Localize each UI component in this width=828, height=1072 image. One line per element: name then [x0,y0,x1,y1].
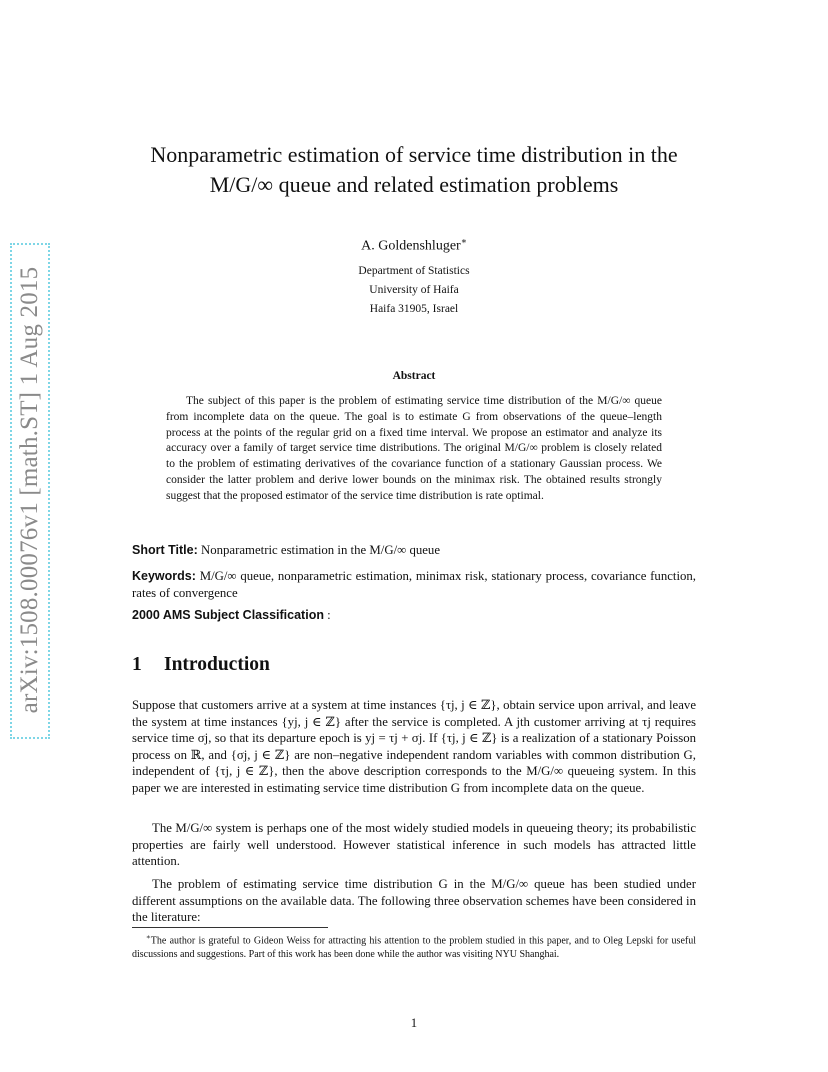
section-title: Introduction [164,654,270,675]
page-number: 1 [410,1016,418,1030]
keywords [132,568,696,602]
title-line-2: M/G/∞ queue and related estimation problems [209,172,619,197]
paper-title [100,140,728,200]
intro-paragraph-2: The M/G/∞ system is perhaps one of the most widely studied models in queueing theory; its probabilistic properties are fairly well understood. However statistical inference in such models has attracted little attention. [132,821,696,869]
arxiv-stamp [10,243,54,743]
arxiv-identifier: arXiv:1508.00076v1 [math.ST] 1 Aug 2015 [16,266,43,714]
author-footnote-mark: ∗ [460,236,467,246]
intro-paragraph-1: Suppose that customers arrive at a system at time instances {τj, j ∈ ℤ}, obtain service upon arrival, and leave the system at time instances {yj, j ∈ ℤ} after the service is completed. A jth customer arriving at τj requires service time σj, so that its departure epoch is yj = τj + σj. If {τj, j ∈ ℤ} is a realization of a stationary Poisson process on ℝ, and {σj, j ∈ ℤ} are non–negative independent random variables with common distribution G, independent of {τj, j ∈ ℤ}, then the above description corresponds to the M/G/∞ queueing system. In this paper we are interested in estimating service time distribution G from incomplete data on the queue. [132,698,696,795]
keywords-label: Keywords: [132,569,196,583]
abstract-text: The subject of this paper is the problem of estimating service time distribution of the M/G/∞ queue from incomplete data on the queue. The goal is to estimate G from observations of the queue–length process at the points of the regular grid on a fixed time interval. We propose an estimator and analyze its accuracy over a family of target service time distributions. The original M/G/∞ problem is closely related to the problem of estimating derivatives of the covariance function of a stationary Gaussian process. We consider the latter problem and derive lower bounds on the minimax risk. The obtained results strongly suggest that the proposed estimator of the service time distribution is rate optimal. [166,395,662,502]
ams-classification [132,607,696,624]
short-title-label: Short Title: [132,543,198,557]
ams-value: : [327,608,331,622]
section-heading [132,654,270,676]
footnote-rule [132,927,328,928]
affiliation-university: University of Haifa [369,284,459,296]
affiliation [200,262,628,319]
footnote-mark: ∗ [146,933,151,941]
ams-label: 2000 AMS Subject Classification [132,608,324,622]
author-name: A. Goldenshluger [361,238,461,254]
abstract-heading: Abstract [392,370,436,382]
footnote [132,931,696,962]
short-title-value: Nonparametric estimation in the M/G/∞ queue [200,543,441,557]
footnote-text: The author is grateful to Gideon Weiss for attracting his attention to the problem studied in this paper, and to Oleg Lepski for useful discussions and suggestions. Part of this work has been done while the author was visiting NYU Shanghai. [132,935,696,960]
section-number: 1 [132,654,142,675]
author [200,232,628,256]
keywords-value: M/G/∞ queue, nonparametric estimation, minimax risk, stationary process, covariance function, rates of convergence [132,569,697,600]
intro-paragraph-3: The problem of estimating service time distribution G in the M/G/∞ queue has been studied under different assumptions on the available data. The following three observation schemes have been considered in the literature: [132,877,696,925]
title-line-1: Nonparametric estimation of service time distribution in the [150,142,678,167]
affiliation-address: Haifa 31905, Israel [369,303,459,315]
affiliation-department: Department of Statistics [358,265,470,277]
short-title [132,542,696,559]
